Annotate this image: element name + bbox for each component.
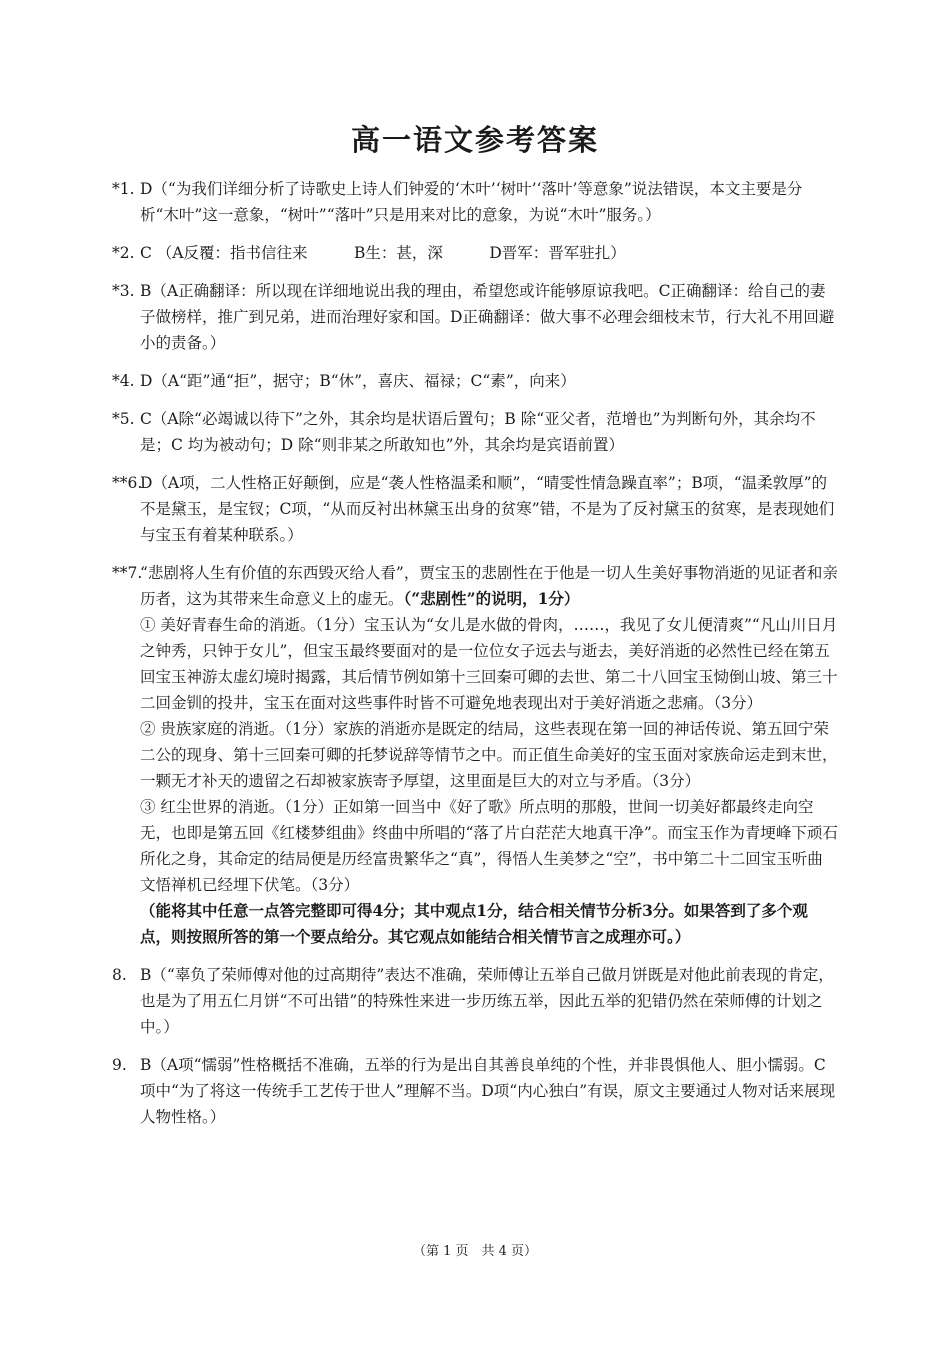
page-title: 高一语文参考答案 <box>350 123 599 157</box>
item-text: D（“为我们详细分析了诗歌史上诗人们钟爱的‘木叶’‘树叶’‘落叶’等意象”说法错误，本文主要是分析“木叶”这一意象，“树叶”“落叶”只是用来对比的意象，为说“木叶”服务。） <box>140 180 803 224</box>
point-score: （3分） <box>651 772 701 790</box>
page-footer: （第 1 页 共 4 页） <box>412 1244 538 1259</box>
point-body: 正如第一回当中《好了歌》所点明的那般，世间一切美好都最终走向空无，也即是第五回《红楼梦组曲》终曲中所唱的“落了片白茫茫大地真干净”。而宝玉作为青埂峰下顽石所化之身，其命定的结局便是历经富贵繁华之“真”，得悟人生美梦之“空”，书中第二十二回宝玉听曲文悟禅机已经埋下伏笔。 <box>140 798 838 894</box>
point-score: （3分） <box>713 694 763 712</box>
answer-item-5 <box>112 406 838 458</box>
answer-item-6 <box>112 470 838 548</box>
item-text: B（A正确翻译：所以现在详细地说出我的理由，希望您或许能够原谅我吧。C正确翻译：给自己的妻子做榜样，推广到兄弟，进而治理好家和国。D正确翻译：做大事不必理会细枝末节，行大礼不用回避小的责备。） <box>140 282 835 352</box>
item-number: *1. <box>112 180 135 198</box>
item-number: *3. <box>112 282 135 300</box>
item-number: *4. <box>112 372 135 390</box>
item-text: C （A反覆：指书信往来 B生：甚，深 D晋军：晋军驻扎） <box>140 244 626 262</box>
item-text: B（A项“懦弱”性格概括不准确，五举的行为是出自其善良单纯的个性，并非畏惧他人、胆小懦弱。C项中“为了将这一传统手工艺传于世人”理解不当。D项“内心独白”有误，原文主要通过人物对话来展现人物性格。） <box>140 1056 836 1126</box>
point-score: （3分） <box>310 876 360 894</box>
answer-item-7 <box>112 560 838 950</box>
answer-item-1 <box>112 176 838 228</box>
answer-item-3 <box>112 278 838 356</box>
item-text: B（“辜负了荣师傅对他的过高期待”表达不准确，荣师傅让五举自己做月饼既是对他此前表现的肯定，也是为了用五仁月饼“不可出错”的特殊性来进一步历练五举，因此五举的犯错仍然在荣师傅的计划之中。） <box>140 966 834 1036</box>
point-body: 家族的消逝亦是既定的结局，这些表现在第一回的神话传说、第五回宁荣二公的现身、第十三回秦可卿的托梦说辞等情节之中。而正值生命美好的宝玉面对家族命运走到末世，一颗无才补天的遗留之石却被家族寄予厚望，这里面是巨大的对立与矛盾。 <box>140 720 838 790</box>
item-intro: “悲剧将人生有价值的东西毁灭给人看”，贾宝玉的悲剧性在于他是一切人生美好事物消逝的见证者和亲历者，这为其带来生命意义上的虚无。 <box>140 564 838 608</box>
answer-list <box>112 176 838 1142</box>
point-heading: ③ 红尘世界的消逝。（1分） <box>140 798 334 816</box>
item-number: 9. <box>112 1056 127 1074</box>
item-text: C（A除“必竭诚以待下”之外，其余均是状语后置句；B 除“亚父者，范增也”为判断句外，其余均不是；C 均为被动句；D 除“则非某之所敢知也”外，其余均是宾语前置） <box>140 410 816 454</box>
item-text: D（A项，二人性格正好颠倒，应是“袭人性格温柔和顺”，“晴雯性情急躁直率”；B项，“温柔敦厚”的不是黛玉，是宝钗；C项，“从而反衬出林黛玉出身的贫寒”错，不是为了反衬黛玉的贫寒，是表现她们与宝玉有着某种联系。） <box>140 474 835 544</box>
scoring-note: （能将其中任意一点答完整即可得4分；其中观点1分，结合相关情节分析3分。如果答到了多个观点，则按照所答的第一个要点给分。其它观点如能结合相关情节言之成理亦可。） <box>140 901 808 946</box>
item-number: *5. <box>112 410 135 428</box>
score-note: （“悲剧性”的说明，1分） <box>403 589 580 608</box>
item-number: **6. <box>112 474 143 492</box>
item-text: D（A“距”通“拒”，据守；B“休”，喜庆、福禄；C“素”，向来） <box>140 372 576 390</box>
answer-item-2 <box>112 240 838 266</box>
answer-item-8 <box>112 962 838 1040</box>
item-number: *2. <box>112 244 135 262</box>
answer-item-9 <box>112 1052 838 1130</box>
item-number: **7. <box>112 564 143 582</box>
point-heading: ② 贵族家庭的消逝。（1分） <box>140 720 334 738</box>
item-number: 8. <box>112 966 127 984</box>
point-body: 宝玉认为“女儿是水做的骨肉，……，我见了女儿便清爽”“凡山川日月之钟秀，只钟于女儿”，但宝玉最终要面对的是一位位女子远去与逝去，美好消逝的必然性已经在第五回宝玉神游太虚幻境时揭露，其后情节例如第十三回秦可卿的去世、第二十八回宝玉恸倒山坡、第三十二回金钏的投井，宝玉在面对这些事件时皆不可避免地表现出对于美好消逝之悲痛。 <box>140 616 838 712</box>
answer-item-4 <box>112 368 838 394</box>
point-heading: ① 美好青春生命的消逝。（1分） <box>140 616 365 634</box>
